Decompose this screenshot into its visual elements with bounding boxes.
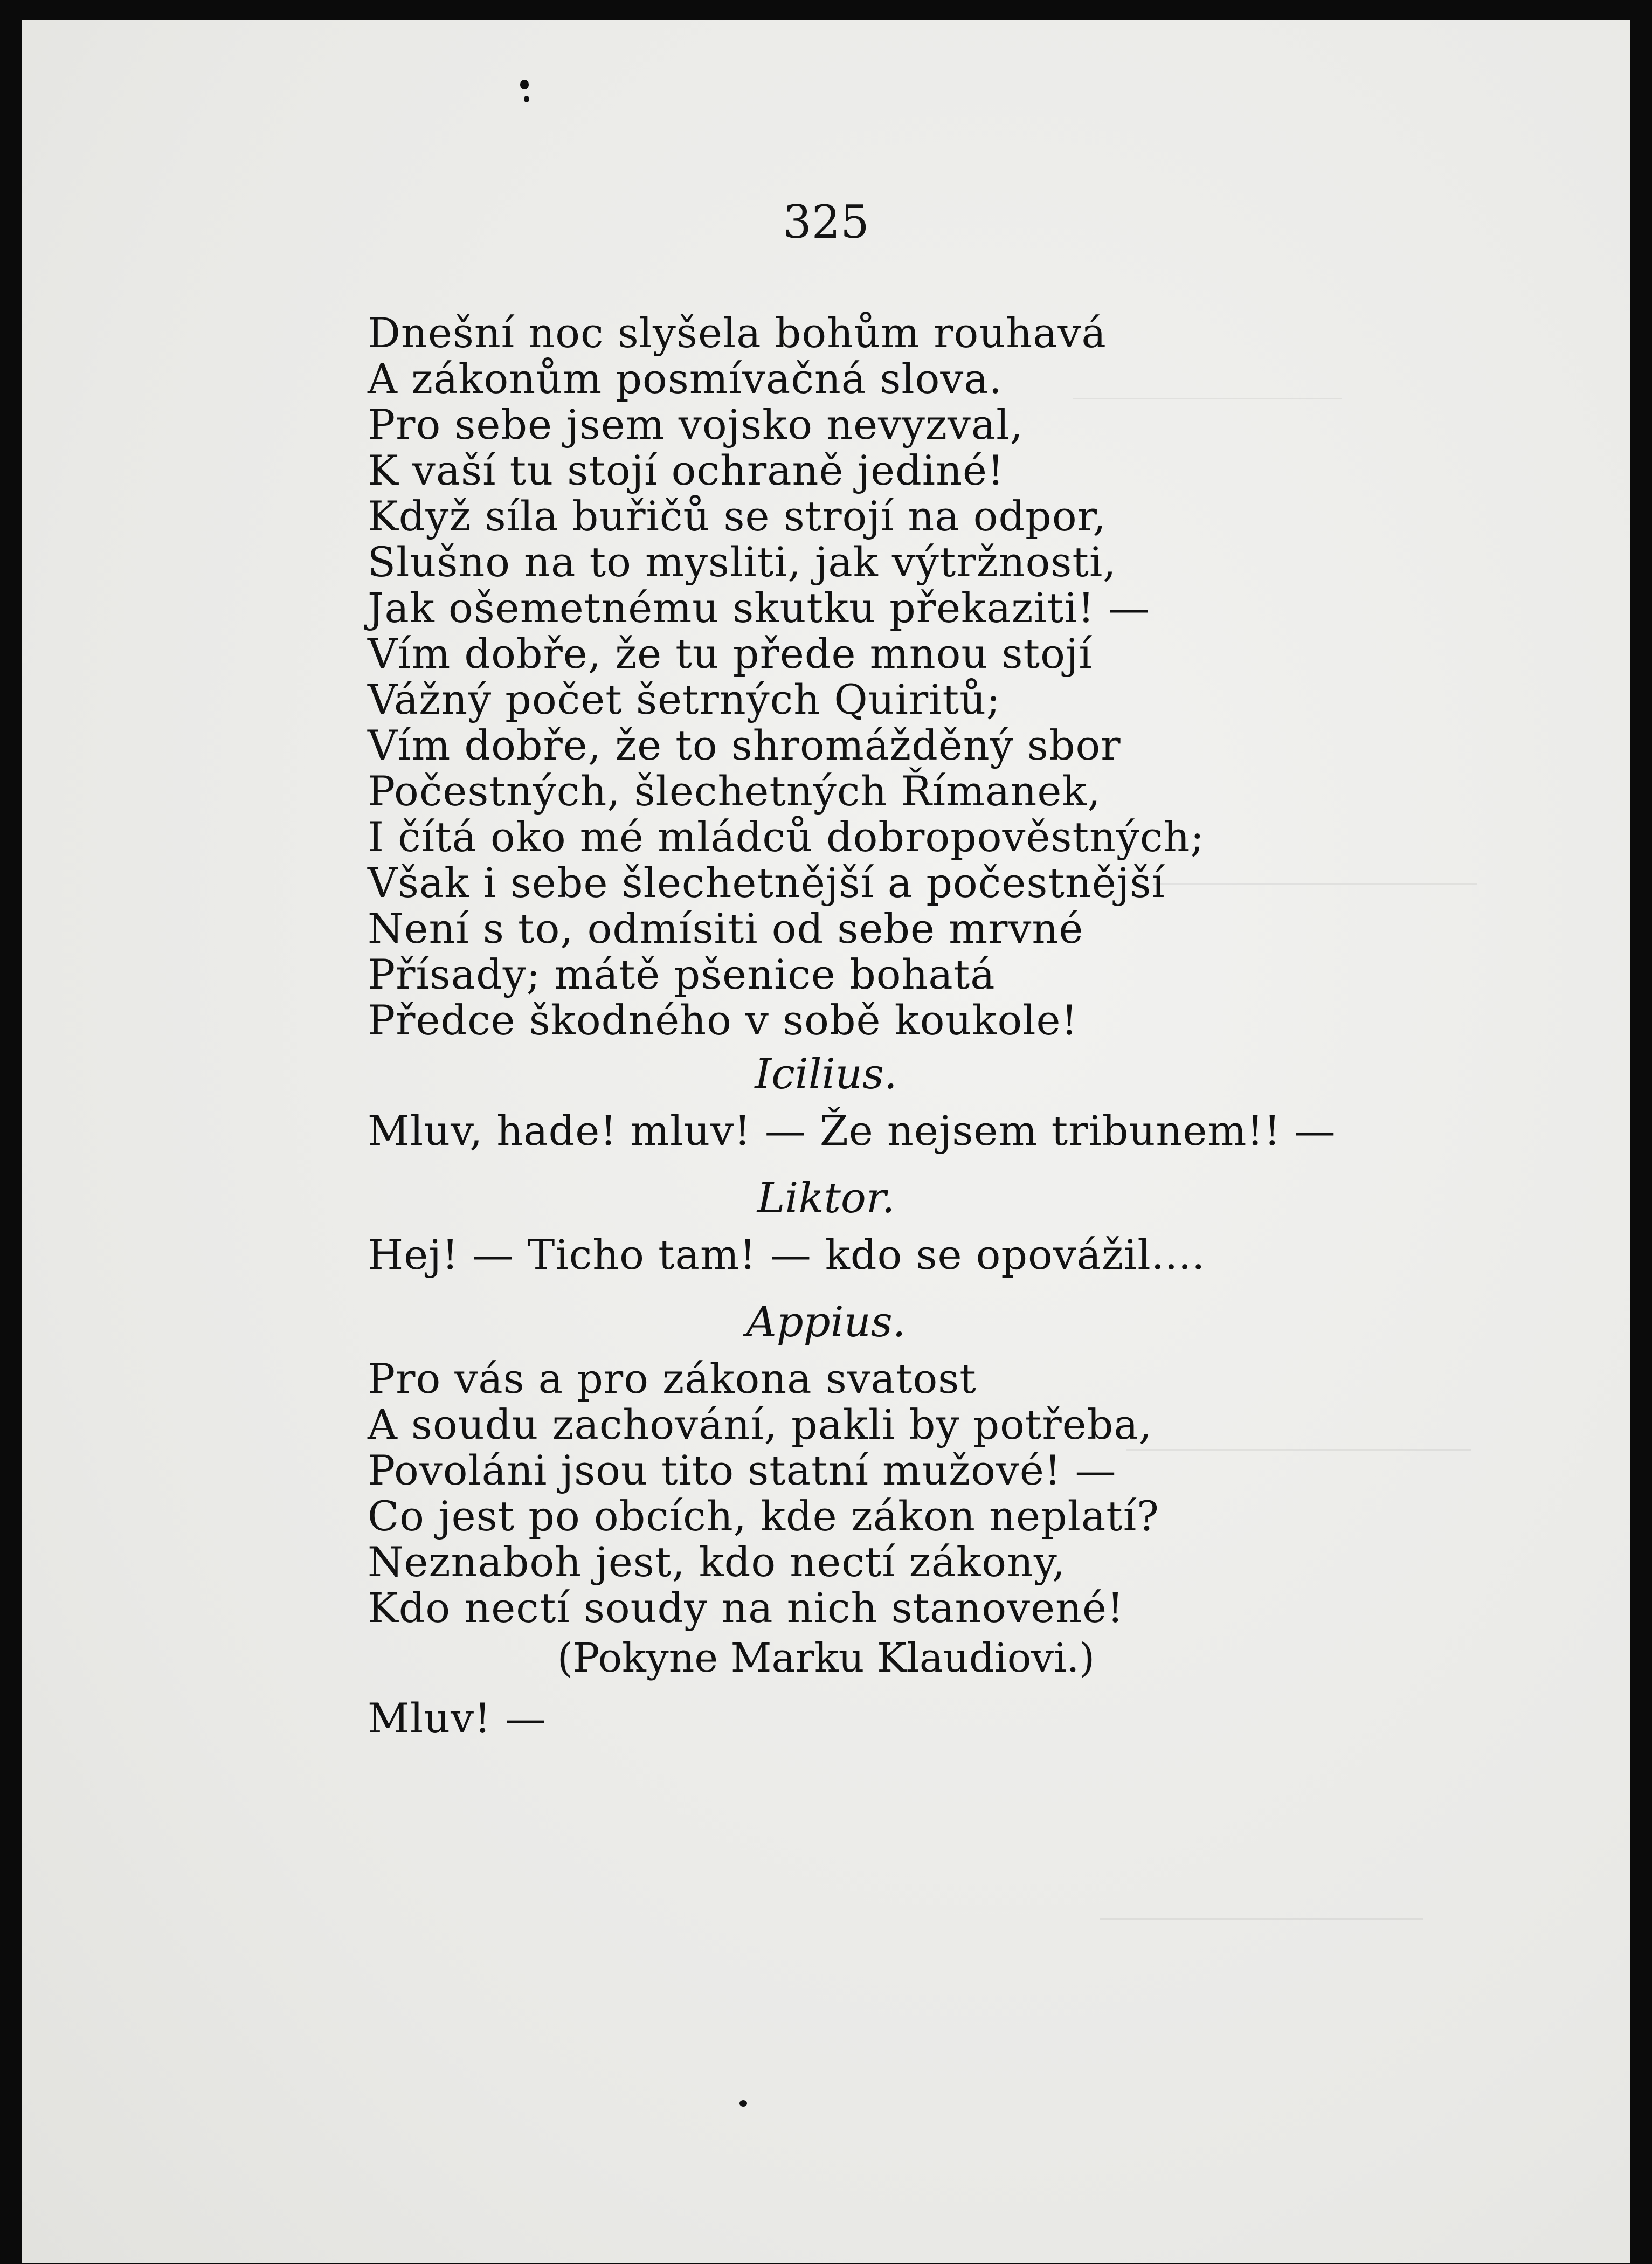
show-through: [1153, 883, 1477, 885]
verse-line: Vím dobře, že to shromážděný sbor: [368, 721, 1121, 769]
verse-line: Co jest po obcích, kde zákon neplatí?: [368, 1492, 1159, 1540]
ink-speck: [739, 2100, 747, 2107]
verse-line: Počestných, šlechetných Římanek,: [368, 767, 1101, 815]
show-through: [1126, 1449, 1471, 1451]
show-through: [1100, 1918, 1423, 1920]
verse-line: Však i sebe šlechetnější a počestnější: [368, 859, 1165, 907]
verse-line: Pro sebe jsem vojsko nevyzval,: [368, 401, 1024, 448]
verse-line: Dnešní noc slyšela bohům rouhavá: [368, 309, 1107, 357]
verse-line: Přísady; mátě pšenice bohatá: [368, 950, 996, 998]
verse-line: K vaší tu stojí ochraně jediné!: [368, 446, 1005, 494]
verse-line: Není s to, odmísiti od sebe mrvné: [368, 905, 1084, 952]
verse-line: I čítá oko mé mládců dobropověstných;: [368, 813, 1205, 861]
verse-line: A zákonům posmívačná slova.: [368, 355, 1003, 403]
verse-line: Vím dobře, že tu přede mnou stojí: [368, 630, 1093, 678]
speaker-name: Appius.: [746, 1298, 906, 1347]
verse-line: Jak ošemetnému skutku překaziti! —: [368, 584, 1150, 632]
verse-line: Mluv! —: [368, 1694, 547, 1742]
verse-line: Mluv, hade! mluv! — Že nejsem tribunem!! —: [368, 1107, 1336, 1155]
verse-line: Když síla buřičů se strojí na odpor,: [368, 492, 1107, 540]
verse-line: Hej! — Ticho tam! — kdo se opovážil....: [368, 1231, 1206, 1279]
verse-line: Pro vás a pro zákona svatost: [368, 1355, 977, 1403]
verse-line: Kdo nectí soudy na nich stanovené!: [368, 1584, 1124, 1632]
verse-line: Neznaboh jest, kdo nectí zákony,: [368, 1538, 1066, 1586]
stage-direction: (Pokyne Marku Klaudiovi.): [557, 1635, 1095, 1681]
verse-line: Předce škodného v sobě koukole!: [368, 996, 1079, 1044]
speaker-name: Icilius.: [755, 1050, 897, 1099]
ink-speck: [524, 96, 529, 102]
page-number: 325: [783, 196, 869, 249]
show-through: [1073, 398, 1342, 399]
verse-line: Vážný počet šetrných Quiritů;: [368, 675, 1001, 723]
speaker-name: Liktor.: [757, 1174, 895, 1223]
verse-line: Slušno na to mysliti, jak výtržnosti,: [368, 538, 1117, 586]
verse-line: Povoláni jsou tito statní mužové! —: [368, 1446, 1117, 1494]
ink-speck: [520, 80, 529, 89]
book-page: [22, 20, 1630, 2263]
verse-line: A soudu zachování, pakli by potřeba,: [368, 1400, 1152, 1448]
